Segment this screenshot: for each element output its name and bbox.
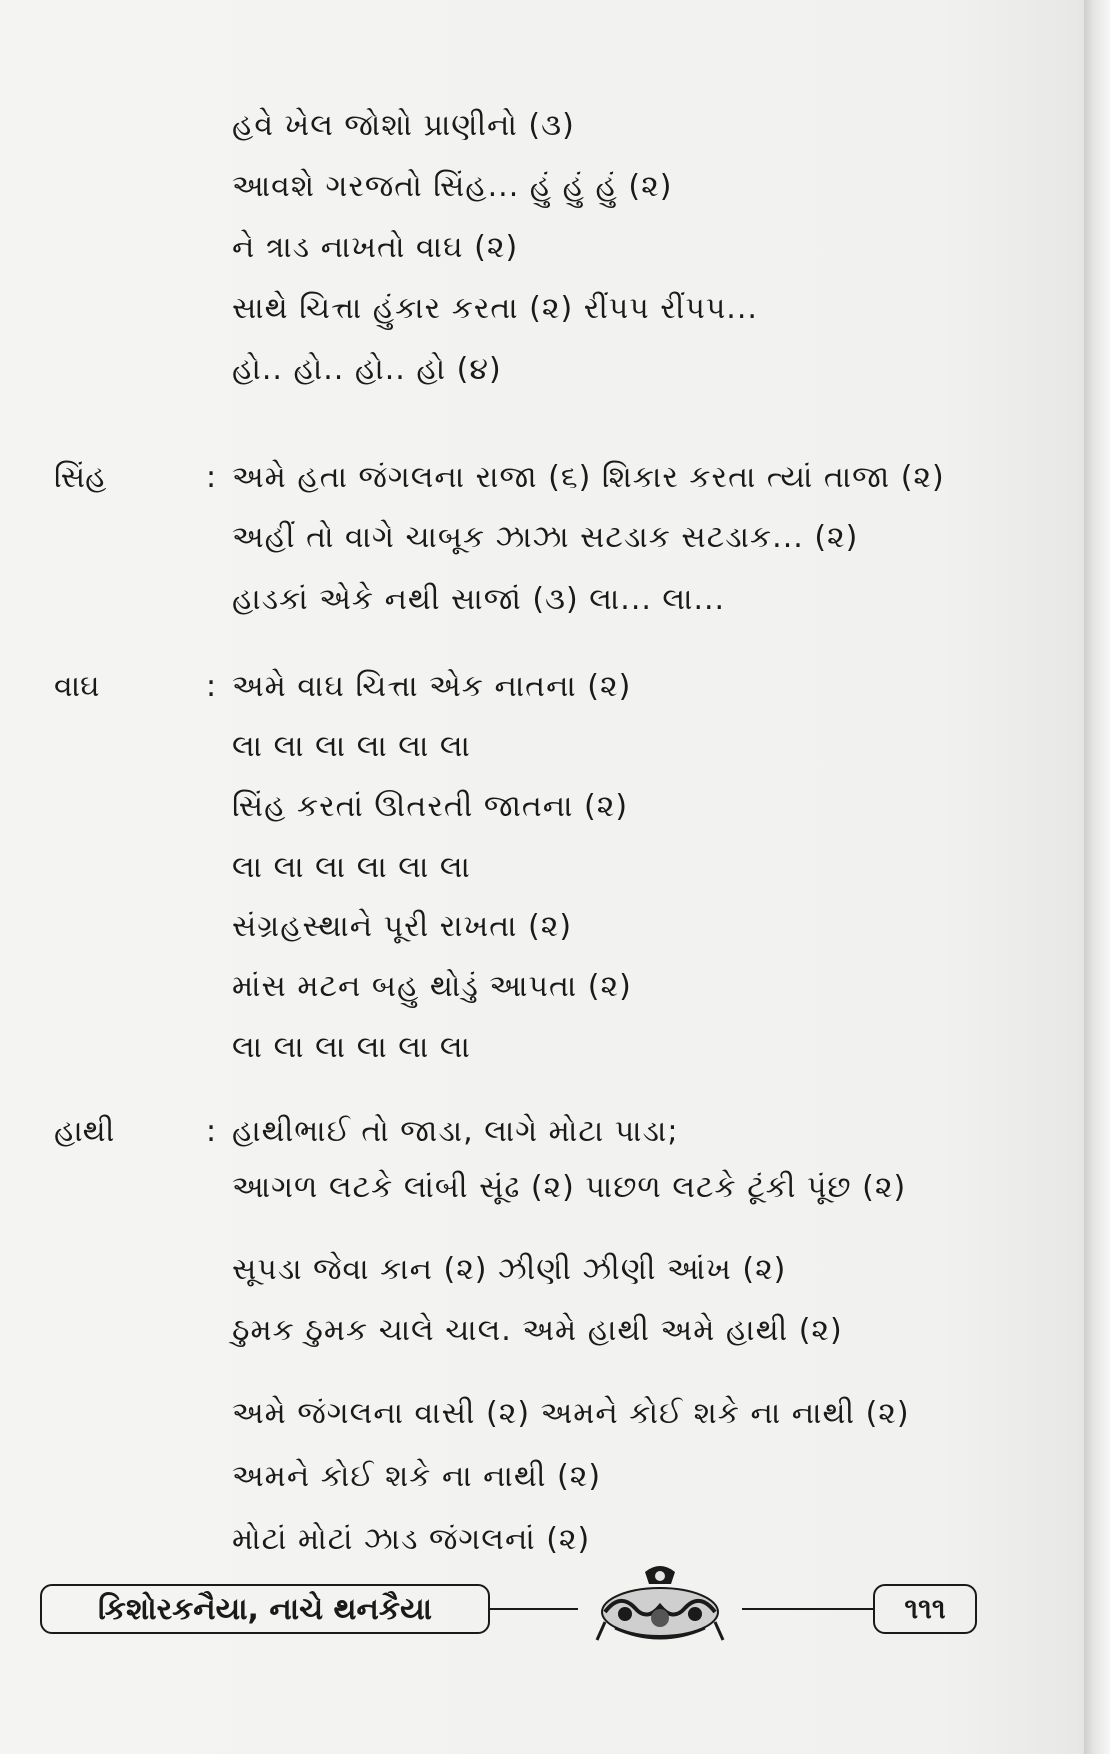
speaker-label: સિંહ <box>54 460 107 495</box>
page-number: ૧૧૧ <box>873 1584 977 1634</box>
speaker-colon: : <box>206 1114 217 1149</box>
verse-line: અમે વાઘ ચિત્તા એક નાતના (૨) <box>232 669 632 704</box>
verse-line: લા લા લા લા લા લા <box>232 729 471 764</box>
intro-line: આવશે ગરજતો સિંહ... હું હું હું (૨) <box>232 169 673 204</box>
krishna-ornament-icon <box>575 1562 745 1652</box>
footer-rule-right <box>742 1608 875 1610</box>
verse-line: સૂપડા જેવા કાન (૨) ઝીણી ઝીણી આંખ (૨) <box>232 1252 787 1287</box>
intro-line: હો.. હો.. હો.. હો (૪) <box>232 352 502 387</box>
speaker-label: વાઘ <box>54 669 100 704</box>
intro-line: ને ત્રાડ નાખતો વાઘ (૨) <box>232 230 519 265</box>
speaker-label: હાથી <box>54 1114 115 1149</box>
verse-line: ઠુમક ઠુમક ચાલે ચાલ. અમે હાથી અમે હાથી (૨) <box>232 1313 843 1348</box>
verse-line: આગળ લટકે લાંબી સૂંઢ (૨) પાછળ લટકે ટૂંકી પૂંછ (૨) <box>232 1170 907 1205</box>
verse-line: અમને કોઈ શકે ના નાથી (૨) <box>232 1459 602 1494</box>
intro-line: હવે ખેલ જોશો પ્રાણીનો (૩) <box>232 108 575 143</box>
verse-line: લા લા લા લા લા લા <box>232 850 471 885</box>
footer-book-title: કિશોરકનૈયા, નાચે થનકૈયા <box>40 1584 490 1634</box>
verse-line: મોટાં મોટાં ઝાડ જંગલનાં (૨) <box>232 1522 591 1557</box>
verse-line: અમે હતા જંગલના રાજા (૬) શિકાર કરતા ત્યાં તાજા (૨) <box>232 460 945 495</box>
verse-line: હાડકાં એકે નથી સાજાં (૩) લા... લા... <box>232 582 726 617</box>
verse-line: સંગ્રહસ્થાને પૂરી રાખતા (૨) <box>232 909 573 944</box>
intro-line: સાથે ચિત્તા હુંકાર કરતા (૨) રીંપપ રીંપપ... <box>232 291 758 326</box>
verse-line: માંસ મટન બહુ થોડું આપતા (૨) <box>232 969 632 1004</box>
verse-line: સિંહ કરતાં ઊતરતી જાતના (૨) <box>232 789 629 824</box>
book-spine-shadow <box>1084 0 1110 1754</box>
speaker-colon: : <box>206 460 217 495</box>
speaker-colon: : <box>206 669 217 704</box>
verse-line: અહીં તો વાગે ચાબૂક ઝાઝા સટડાક સટડાક... (૨) <box>232 520 859 555</box>
verse-line: અમે જંગલના વાસી (૨) અમને કોઈ શકે ના નાથી (૨) <box>232 1396 910 1431</box>
footer-rule-left <box>490 1608 578 1610</box>
verse-line: લા લા લા લા લા લા <box>232 1030 471 1065</box>
verse-line: હાથીભાઈ તો જાડા, લાગે મોટા પાડા; <box>232 1114 679 1149</box>
